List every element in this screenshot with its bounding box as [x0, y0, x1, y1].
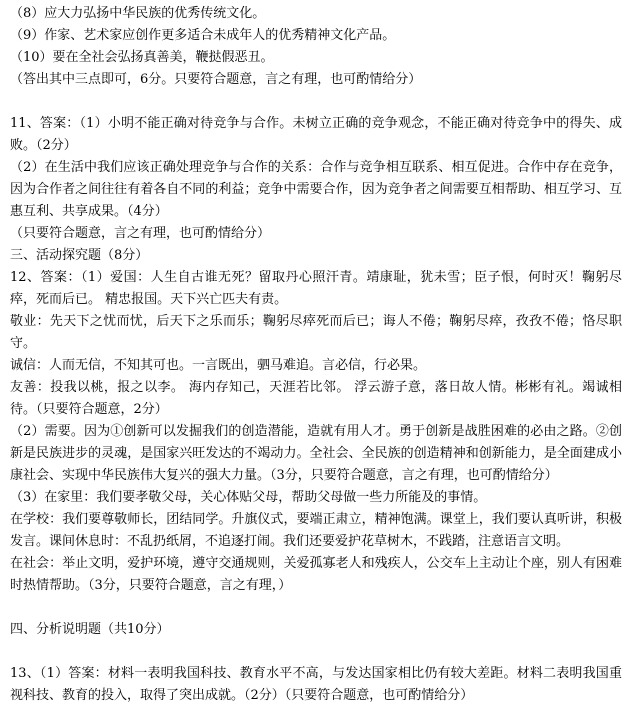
- scoring-note: （答出其中三点即可，6分。只要符合题意，言之有理，也可酌情给分）: [10, 72, 422, 87]
- q12-part3-school: 在学校：我们要尊敬师长，团结同学。升旗仪式，要端正肃立，精神饱满。课堂上，我们要认真听讲，积极发言。课间休息时：不乱扔纸屑，不追逐打闹。我们还要爱护花草树木，不践踏，注意语言文明。: [10, 512, 622, 549]
- q12-part1-integrity: 诚信：人而无信，不知其可也。一言既出，驷马难追。言必信，行必果。: [10, 358, 427, 373]
- q12-part1-friendliness: 友善：投我以桃，报之以李。 海内存知己，天涯若比邻。 浮云游子意，落日故人情。彬彬有礼。竭诚相待。（只要符合题意，2分）: [10, 380, 622, 417]
- section-4-heading: 四、分析说明题（共10分）: [10, 622, 170, 637]
- blank-line: [10, 597, 622, 619]
- q12-part3-society: 在社会：举止文明，爱护环境，遵守交通规则，关爱孤寡老人和残疾人，公交车上主动让个座，别人有困难时热情帮助。（3分，只要符合题意，言之有理，）: [10, 556, 622, 593]
- q12-part1-patriotism: 12、答案：（1）爱国：人生自古谁无死？留取丹心照汗青。靖康耻，犹未雪；臣子恨，何时灭！鞠躬尽瘁，死而后已。 精忠报国。天下兴亡匹夫有责。: [10, 270, 622, 307]
- blank-line: [10, 641, 622, 663]
- q11-note: （只要符合题意，言之有理，也可酌情给分）: [10, 226, 271, 241]
- blank-line: [10, 91, 622, 113]
- q13-part1: 13、（1）答案：材料一表明我国科技、教育水平不高，与发达国家相比仍有较大差距。材料二表明我国重视科技、教育的投入，取得了突出成就。（2分）（只要符合题意，也可酌情给分）: [10, 666, 622, 703]
- q12-part2: （2）需要。因为①创新可以发掘我们的创造潜能，造就有用人才。勇于创新是战胜困难的必由之路。②创新是民族进步的灵魂，是国家兴旺发达的不竭动力。全社会、全民族的创造精神和创新能力，是全面建成小康社会、实现中华民族伟大复兴的强大力量。（3分，只要符合题意，言之有理，也可酌情给分）: [10, 424, 622, 483]
- q11-part1: 11、答案：（1）小明不能正确对待竞争与合作。未树立正确的竞争观念，不能正确对待竞争中的得失、成败。（2分）: [10, 116, 622, 153]
- q11-part2: （2）在生活中我们应该正确处理竞争与合作的关系：合作与竞争相互联系、相互促进。合作中存在竞争，因为合作者之间往往有着各自不同的利益；竞争中需要合作，因为竞争者之间需要互相帮助、相互学习、互惠互利、共享成果。（4分）: [10, 160, 622, 219]
- answer-item-8: （8）应大力弘扬中华民族的优秀传统文化。: [10, 6, 266, 21]
- section-3-heading: 三、活动探究题（8分）: [10, 248, 149, 263]
- q12-part3-home: （3）在家里：我们要孝敬父母，关心体贴父母，帮助父母做一些力所能及的事情。: [10, 490, 487, 505]
- answer-item-10: （10）要在全社会弘扬真善美，鞭挞假恶丑。: [10, 50, 274, 65]
- q12-part1-dedication: 敬业：先天下之忧而忧，后天下之乐而乐；鞠躬尽瘁死而后已；诲人不倦；鞠躬尽瘁，孜孜不倦；恪尽职守。: [10, 314, 622, 351]
- answer-item-9: （9）作家、艺术家应创作更多适合未成年人的优秀精神文化产品。: [10, 28, 396, 43]
